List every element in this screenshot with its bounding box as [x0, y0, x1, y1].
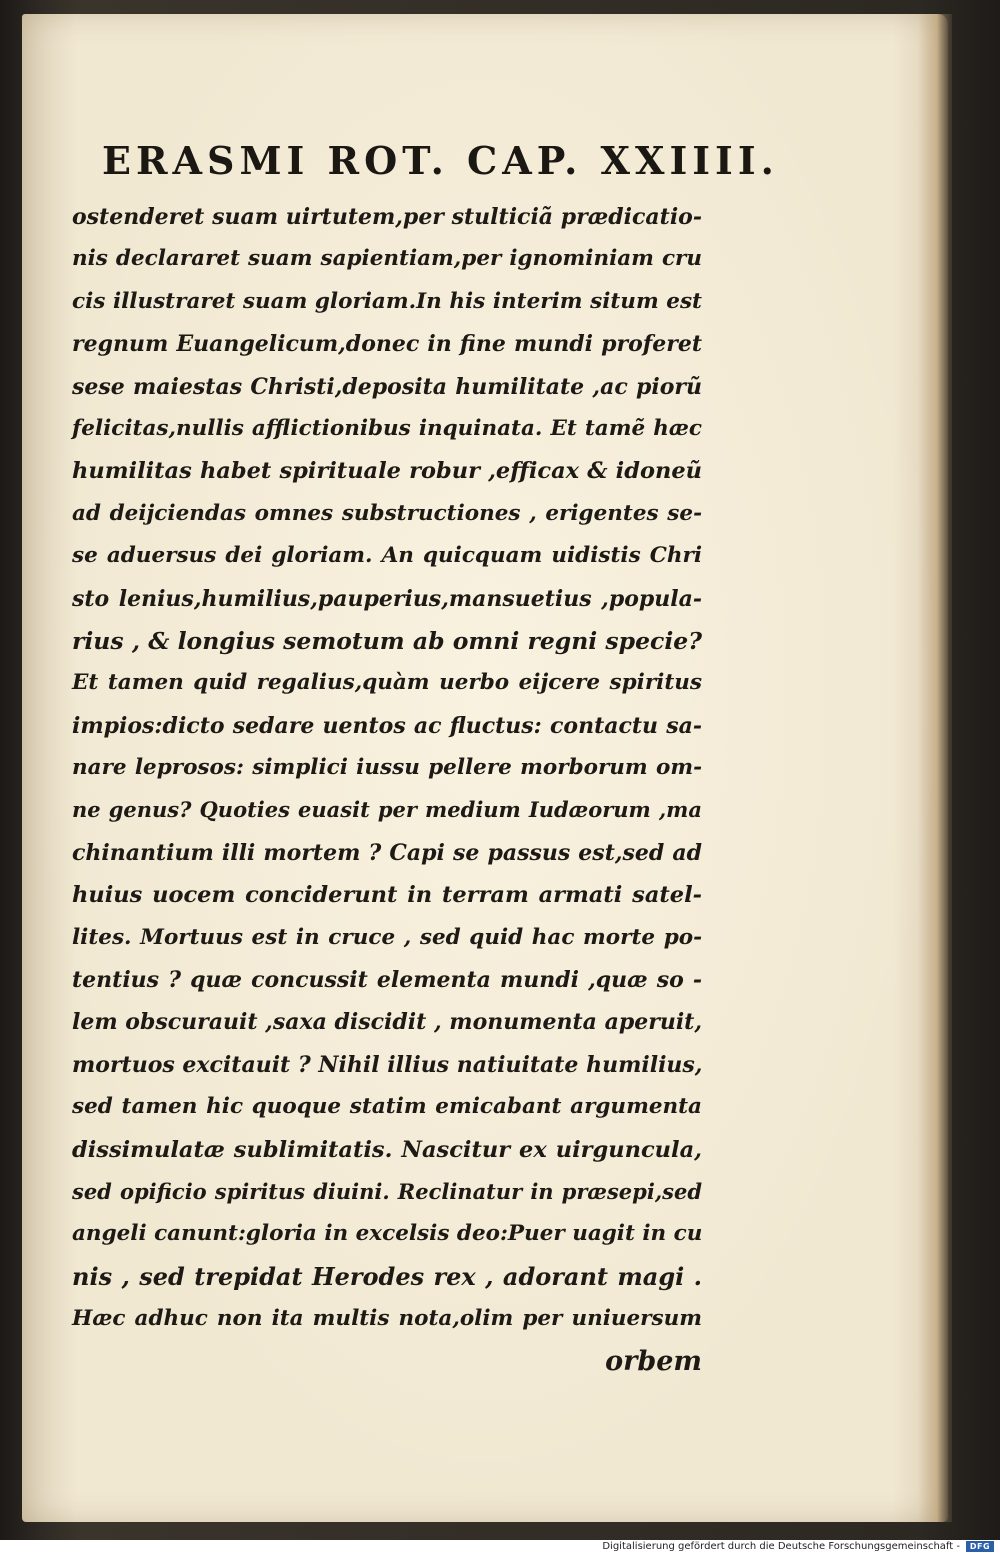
catchword: orbem	[605, 1345, 702, 1377]
page-edge	[918, 14, 952, 1522]
dfg-logo: DFG	[966, 1541, 994, 1552]
text-line: lites. Mortuus est in cruce , sed quid hac morte po-	[72, 924, 702, 950]
text-line: tentius ? quæ concussit elementa mundi ,quæ so -	[72, 967, 702, 994]
text-line: Et tamen quid regalius,quàm uerbo eijcere spiritus	[72, 670, 702, 696]
text-line: mortuos excitauit ? Nihil illius natiuitate humilius,	[72, 1051, 703, 1078]
text-line: nis , sed trepidat Herodes rex , adorant magi .	[72, 1261, 702, 1291]
text-line: sese maiestas Christi,deposita humilitate ,ac piorũ	[72, 373, 702, 400]
text-line: ostenderet suam uirtutem,per stulticiã prædicatio-	[72, 204, 702, 230]
text-line: ad deijciendas omnes substructiones , erigentes se-	[72, 500, 702, 526]
text-line: felicitas,nullis afflictionibus inquinata. Et tamẽ hæc	[72, 415, 702, 441]
text-line: humilitas habet spirituale robur ,efficax & idoneũ	[72, 458, 702, 485]
funding-credit: Digitalisierung gefördert durch die Deutsche Forschungsgemeinschaft -	[602, 1541, 960, 1552]
running-header: ERASMI ROT. CAP. XXIIII.	[102, 138, 779, 183]
body-text	[72, 196, 702, 1383]
text-line: dissimulatæ sublimitatis. Nascitur ex uirguncula,	[72, 1136, 702, 1163]
text-line: lem obscurauit ,saxa discidit , monumenta aperuit,	[72, 1009, 702, 1036]
text-line: regnum Euangelicum,donec in fine mundi proferet	[72, 331, 702, 358]
text-line: angeli canunt:gloria in excelsis deo:Puer uagit in cu	[72, 1221, 703, 1247]
text-line: se aduersus dei gloriam. An quicquam uidistis Chri	[72, 543, 702, 569]
text-line: sed tamen hic quoque statim emicabant argumenta	[72, 1094, 702, 1120]
text-line: impios:dicto sedare uentos ac fluctus: contactu sa-	[72, 712, 702, 739]
text-line: Hæc adhuc non ita multis nota,olim per uniuersum	[72, 1306, 702, 1332]
text-line: sto lenius,humilius,pauperius,mansuetius ,popula-	[72, 585, 702, 612]
text-line: chinantium illi mortem ? Capi se passus est,sed ad	[72, 839, 702, 866]
text-line: cis illustraret suam gloriam.In his interim situm est	[72, 288, 702, 314]
text-line: rius , & longius semotum ab omni regni specie?	[72, 626, 702, 655]
text-line: nis declararet suam sapientiam,per ignominiam cru	[72, 246, 702, 272]
text-line: nare leprosos: simplici iussu pellere morborum om-	[72, 755, 702, 781]
text-line: huius uocem conciderunt in terram armati satel-	[72, 882, 702, 909]
text-line: sed opificio spiritus diuini. Reclinatur in præsepi,sed	[72, 1178, 702, 1204]
text-line: ne genus? Quoties euasit per medium Iudæorum ,ma	[72, 797, 702, 823]
